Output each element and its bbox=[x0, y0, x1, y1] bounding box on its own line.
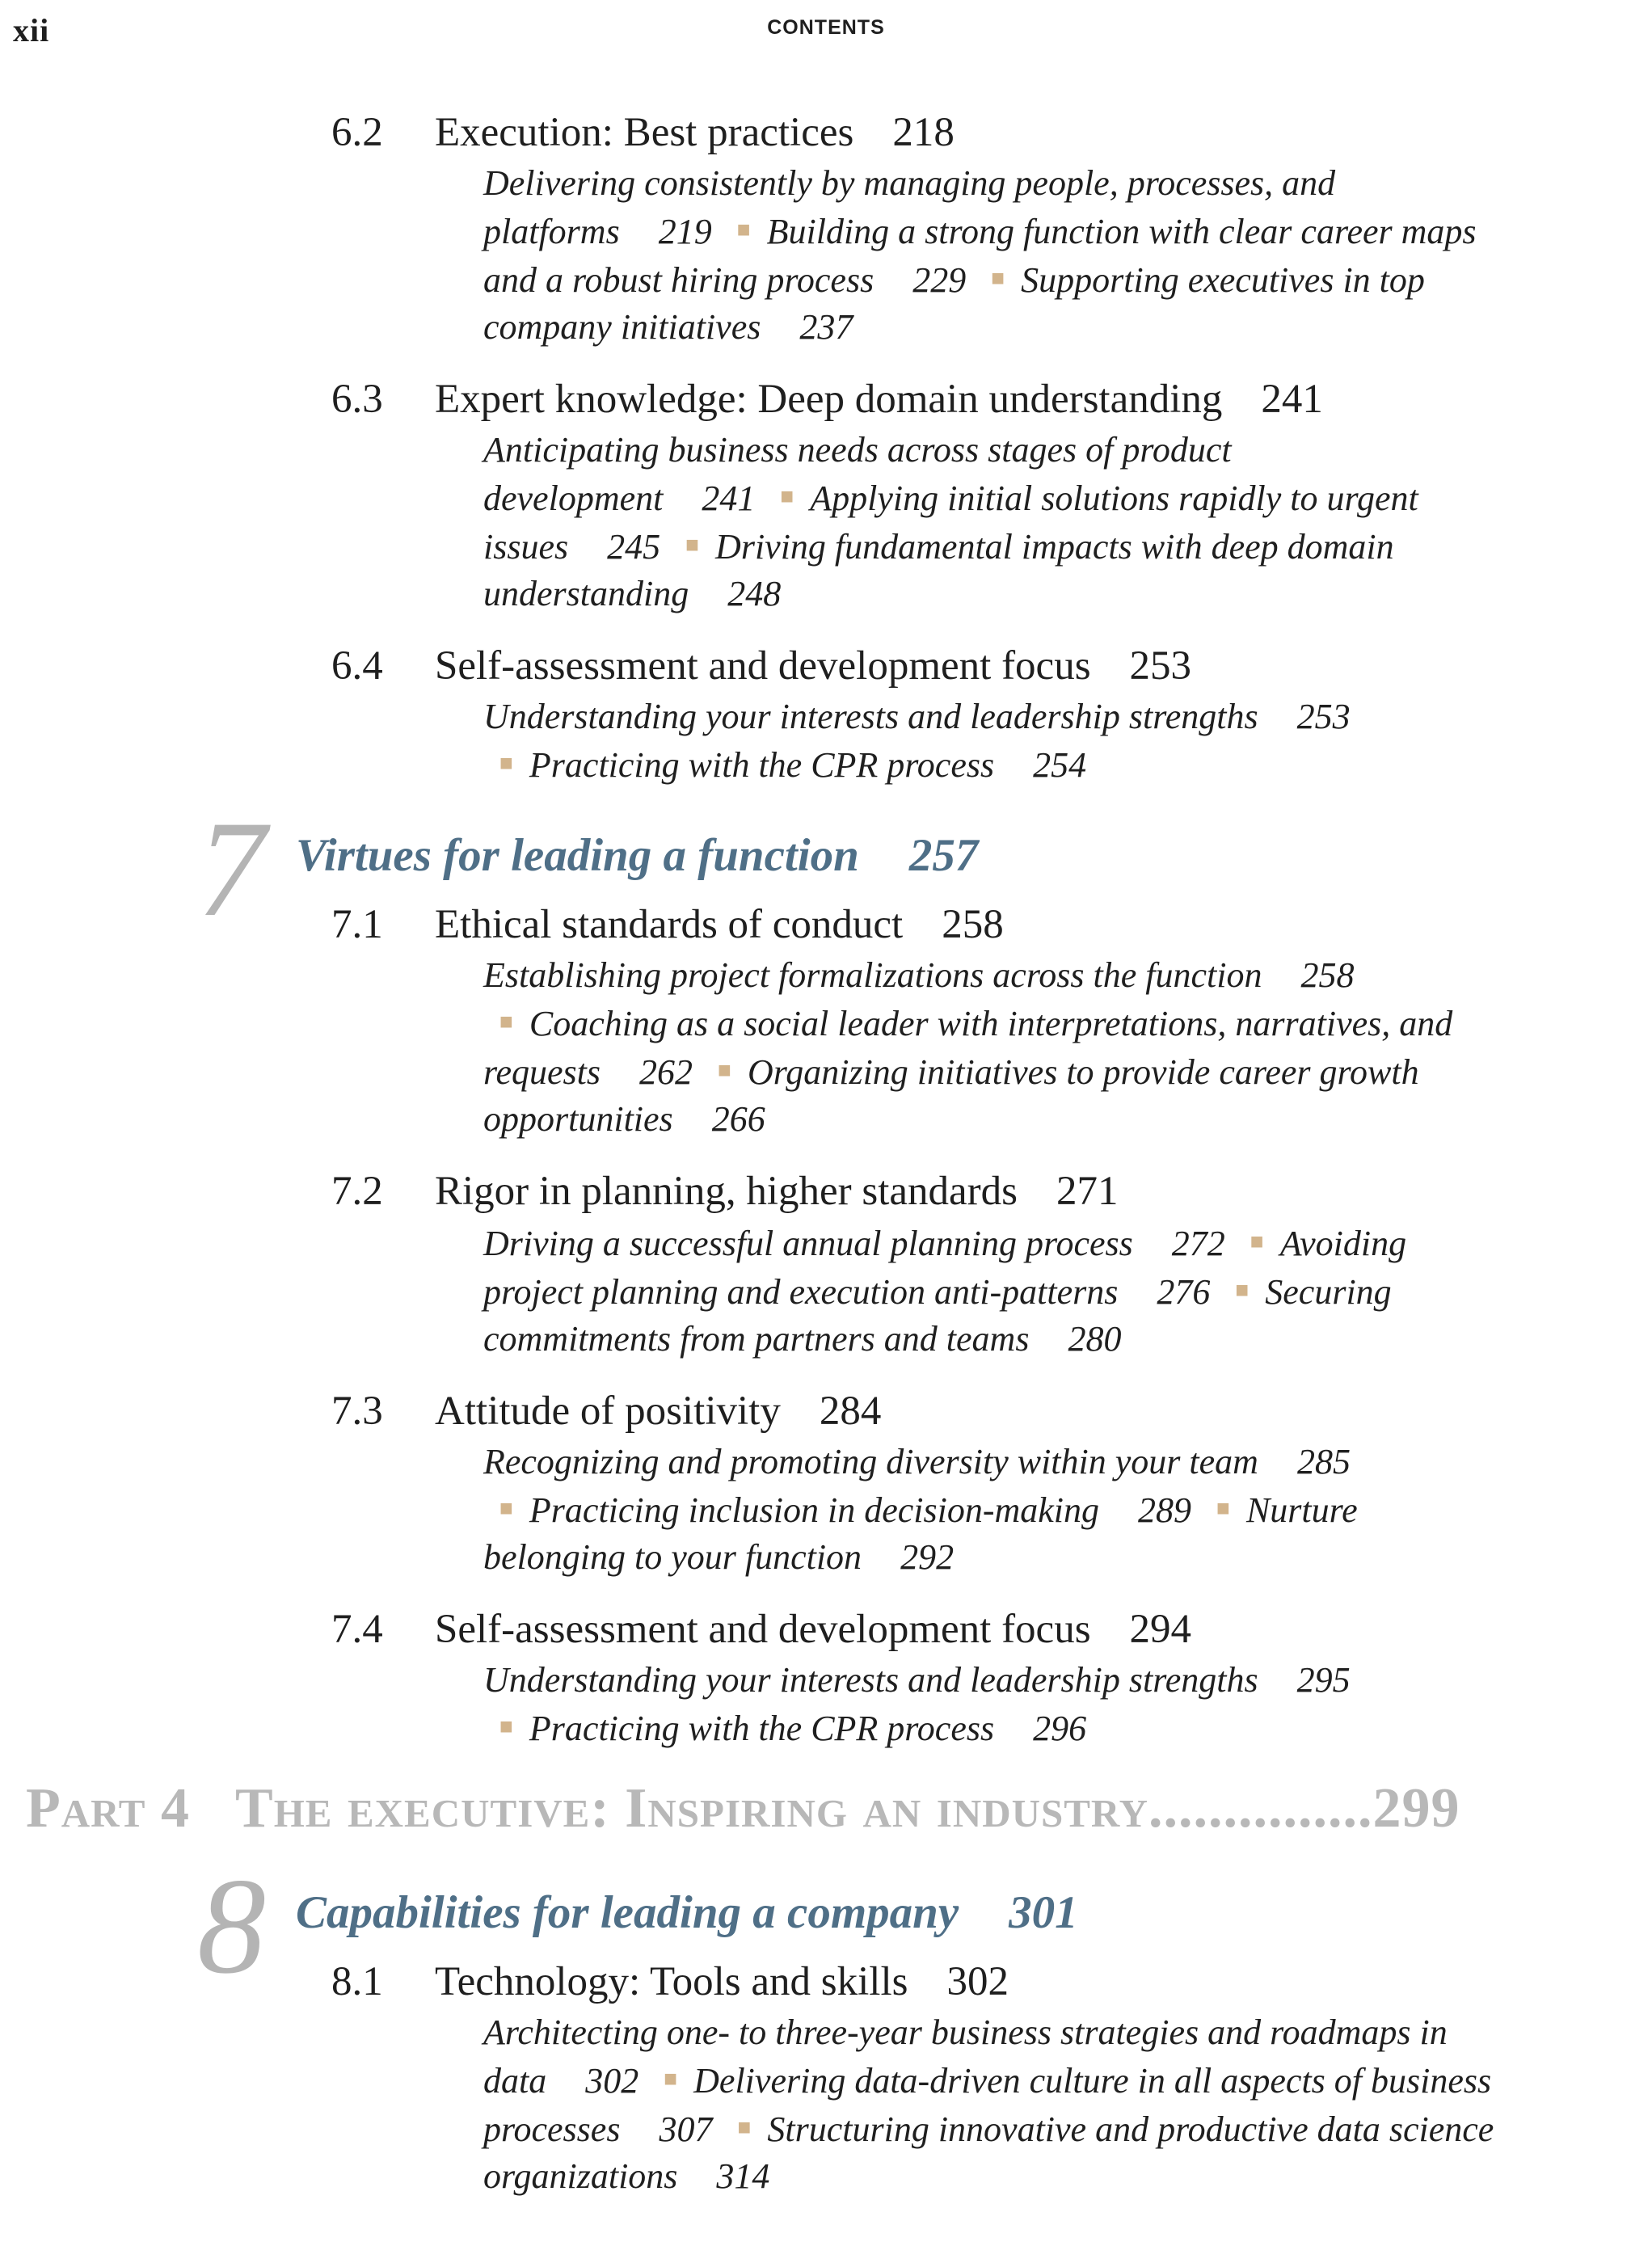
section-number: 7.4 bbox=[331, 1607, 383, 1652]
topic-text: Recognizing and promoting diversity within your team bbox=[483, 1442, 1258, 1481]
toc-section bbox=[331, 638, 1652, 789]
topic-separator-icon: ■ bbox=[991, 266, 1005, 291]
section-page: 258 bbox=[942, 902, 1004, 947]
section-topics bbox=[483, 952, 1502, 1143]
topic-item[interactable] bbox=[529, 1709, 1086, 1748]
topic-separator-icon: ■ bbox=[499, 751, 513, 776]
part-title: The executive: Inspiring an industry bbox=[235, 1777, 1148, 1840]
topic-item[interactable] bbox=[483, 1224, 1225, 1263]
chapter-title: Virtues for leading a function bbox=[296, 830, 859, 881]
topic-text: Nurture belonging to your function bbox=[483, 1490, 1358, 1577]
page-number: xii bbox=[13, 12, 50, 48]
section-page: 271 bbox=[1056, 1169, 1119, 1214]
topic-text: Building a strong function with clear career maps and a robust hiring process bbox=[483, 212, 1477, 300]
part-heading[interactable] bbox=[26, 1776, 1652, 1841]
topic-item[interactable] bbox=[483, 1660, 1351, 1700]
topic-text: Delivering data-driven culture in all aspects of business processes bbox=[483, 2061, 1492, 2149]
topic-page: 266 bbox=[711, 1099, 765, 1139]
section-number: 6.3 bbox=[331, 377, 383, 422]
section-page: 253 bbox=[1129, 643, 1192, 689]
section-number: 6.2 bbox=[331, 110, 383, 155]
topic-page: 272 bbox=[1171, 1224, 1225, 1263]
topic-text: Avoiding project planning and execution anti-patterns bbox=[483, 1224, 1407, 1312]
running-title: CONTENTS bbox=[767, 16, 885, 39]
topic-separator-icon: ■ bbox=[780, 484, 794, 509]
topic-separator-icon: ■ bbox=[1250, 1229, 1264, 1254]
topic-separator-icon: ■ bbox=[499, 1009, 513, 1035]
section-title-line bbox=[435, 372, 1323, 427]
topic-separator-icon: ■ bbox=[718, 1058, 731, 1083]
topic-page: 296 bbox=[1033, 1709, 1087, 1748]
topic-text: Anticipating business needs across stages of product development bbox=[483, 430, 1232, 518]
topic-item[interactable] bbox=[483, 1442, 1351, 1481]
chapter-title-line bbox=[296, 1886, 1078, 1939]
toc-section bbox=[331, 1954, 1652, 2200]
section-topics bbox=[483, 160, 1502, 351]
section-topics bbox=[483, 2009, 1502, 2200]
toc-section bbox=[331, 1384, 1652, 1581]
section-number: 7.1 bbox=[331, 902, 383, 947]
section-heading[interactable] bbox=[331, 1602, 1652, 1657]
topic-text: Architecting one- to three-year business strategies and roadmaps in data bbox=[483, 2012, 1448, 2101]
topic-item[interactable] bbox=[529, 1490, 1191, 1530]
section-title: Attitude of positivity bbox=[435, 1389, 781, 1434]
topic-page: 280 bbox=[1068, 1319, 1122, 1359]
toc-section bbox=[331, 105, 1652, 351]
topic-page: 241 bbox=[702, 478, 756, 518]
topic-page: 276 bbox=[1157, 1272, 1211, 1312]
topic-text: Driving a successful annual planning process bbox=[483, 1224, 1133, 1263]
topic-page: 307 bbox=[659, 2109, 713, 2149]
section-heading[interactable] bbox=[331, 1164, 1652, 1219]
section-number: 8.1 bbox=[331, 1959, 383, 2004]
section-topics bbox=[483, 427, 1502, 617]
topic-text: Establishing project formalizations across the function bbox=[483, 955, 1262, 995]
section-page: 241 bbox=[1261, 377, 1323, 422]
section-page: 284 bbox=[819, 1389, 882, 1434]
section-title: Ethical standards of conduct bbox=[435, 902, 904, 947]
topic-text: Practicing inclusion in decision-making bbox=[529, 1490, 1100, 1530]
topic-text: Securing commitments from partners and teams bbox=[483, 1272, 1392, 1359]
topic-text: Driving fundamental impacts with deep domain understanding bbox=[483, 527, 1394, 613]
section-title: Self-assessment and development focus bbox=[435, 1607, 1091, 1652]
topic-text: Structuring innovative and productive data science organizations bbox=[483, 2109, 1494, 2196]
topic-item[interactable] bbox=[483, 697, 1351, 736]
section-heading[interactable] bbox=[331, 1954, 1652, 2009]
topic-text: Delivering consistently by managing people, processes, and platforms bbox=[483, 163, 1336, 251]
table-of-contents bbox=[0, 105, 1652, 2221]
section-heading[interactable] bbox=[331, 638, 1652, 693]
topic-text: Supporting executives in top company initiatives bbox=[483, 260, 1425, 347]
section-title-line bbox=[435, 638, 1191, 693]
topic-page: 253 bbox=[1296, 697, 1351, 736]
topic-page: 248 bbox=[727, 574, 782, 613]
section-heading[interactable] bbox=[331, 372, 1652, 427]
topic-text: Practicing with the CPR process bbox=[529, 745, 995, 785]
part-leader: ............... bbox=[1148, 1777, 1373, 1840]
topic-separator-icon: ■ bbox=[664, 2067, 678, 2092]
toc-section bbox=[331, 372, 1652, 617]
section-page: 218 bbox=[892, 110, 955, 155]
topic-separator-icon: ■ bbox=[499, 1496, 513, 1521]
section-title: Technology: Tools and skills bbox=[435, 1959, 908, 2004]
section-title: Self-assessment and development focus bbox=[435, 643, 1091, 689]
topic-text: Understanding your interests and leadership strengths bbox=[483, 697, 1258, 736]
topic-separator-icon: ■ bbox=[737, 2115, 752, 2140]
section-topics bbox=[483, 1439, 1502, 1581]
section-topics bbox=[483, 1657, 1502, 1752]
topic-text: Applying initial solutions rapidly to urgent issues bbox=[483, 478, 1418, 567]
section-title-line bbox=[435, 1384, 881, 1439]
topic-page: 262 bbox=[639, 1052, 693, 1092]
part-label: Part 4 bbox=[26, 1777, 190, 1840]
toc-section bbox=[331, 1164, 1652, 1363]
topic-page: 245 bbox=[607, 527, 661, 567]
topic-page: 237 bbox=[799, 307, 853, 347]
section-title-line bbox=[435, 1602, 1191, 1657]
section-page: 294 bbox=[1129, 1607, 1192, 1652]
section-title-line bbox=[435, 897, 1004, 952]
chapter-number: 7 bbox=[197, 793, 266, 945]
topic-item[interactable] bbox=[483, 955, 1355, 995]
section-page: 302 bbox=[946, 1959, 1009, 2004]
topic-separator-icon: ■ bbox=[1235, 1278, 1250, 1303]
section-title-line bbox=[435, 1164, 1118, 1219]
section-topics bbox=[483, 1219, 1502, 1363]
chapter-title-line bbox=[296, 829, 978, 882]
chapter-number: 8 bbox=[197, 1850, 266, 2002]
chapter-title: Capabilities for leading a company bbox=[296, 1887, 959, 1938]
topic-separator-icon: ■ bbox=[1216, 1496, 1230, 1521]
topic-page: 292 bbox=[900, 1537, 955, 1577]
topic-page: 258 bbox=[1300, 955, 1355, 995]
topic-page: 302 bbox=[585, 2061, 639, 2101]
chapter-page: 301 bbox=[1009, 1887, 1078, 1938]
topic-page: 219 bbox=[658, 212, 712, 251]
section-title: Rigor in planning, higher standards bbox=[435, 1169, 1018, 1214]
topic-page: 229 bbox=[912, 260, 967, 300]
section-number: 6.4 bbox=[331, 643, 383, 689]
section-number: 7.2 bbox=[331, 1169, 383, 1214]
topic-page: 295 bbox=[1296, 1660, 1351, 1700]
topic-page: 289 bbox=[1138, 1490, 1192, 1530]
topic-page: 254 bbox=[1033, 745, 1087, 785]
section-heading[interactable] bbox=[331, 1384, 1652, 1439]
topic-separator-icon: ■ bbox=[736, 217, 751, 242]
part-page: 299 bbox=[1372, 1777, 1460, 1840]
section-number: 7.3 bbox=[331, 1389, 383, 1434]
section-title-line bbox=[435, 105, 955, 160]
chapter-page: 257 bbox=[908, 830, 979, 881]
topic-separator-icon: ■ bbox=[685, 533, 700, 558]
topic-text: Practicing with the CPR process bbox=[529, 1709, 995, 1748]
section-heading[interactable] bbox=[331, 897, 1652, 952]
section-heading[interactable] bbox=[331, 105, 1652, 160]
toc-section bbox=[331, 1602, 1652, 1752]
topic-text: Understanding your interests and leadership strengths bbox=[483, 1660, 1258, 1700]
topic-item[interactable] bbox=[529, 745, 1086, 785]
section-title: Execution: Best practices bbox=[435, 110, 854, 155]
topic-page: 285 bbox=[1296, 1442, 1351, 1481]
topic-text: Coaching as a social leader with interpretations, narratives, and requests bbox=[483, 1004, 1453, 1092]
toc-section bbox=[331, 897, 1652, 1143]
section-topics bbox=[483, 693, 1502, 789]
topic-page: 314 bbox=[716, 2156, 770, 2196]
topic-text: Organizing initiatives to provide career growth opportunities bbox=[483, 1052, 1419, 1139]
topic-separator-icon: ■ bbox=[499, 1714, 513, 1739]
section-title: Expert knowledge: Deep domain understanding bbox=[435, 377, 1223, 422]
section-title-line bbox=[435, 1954, 1009, 2009]
